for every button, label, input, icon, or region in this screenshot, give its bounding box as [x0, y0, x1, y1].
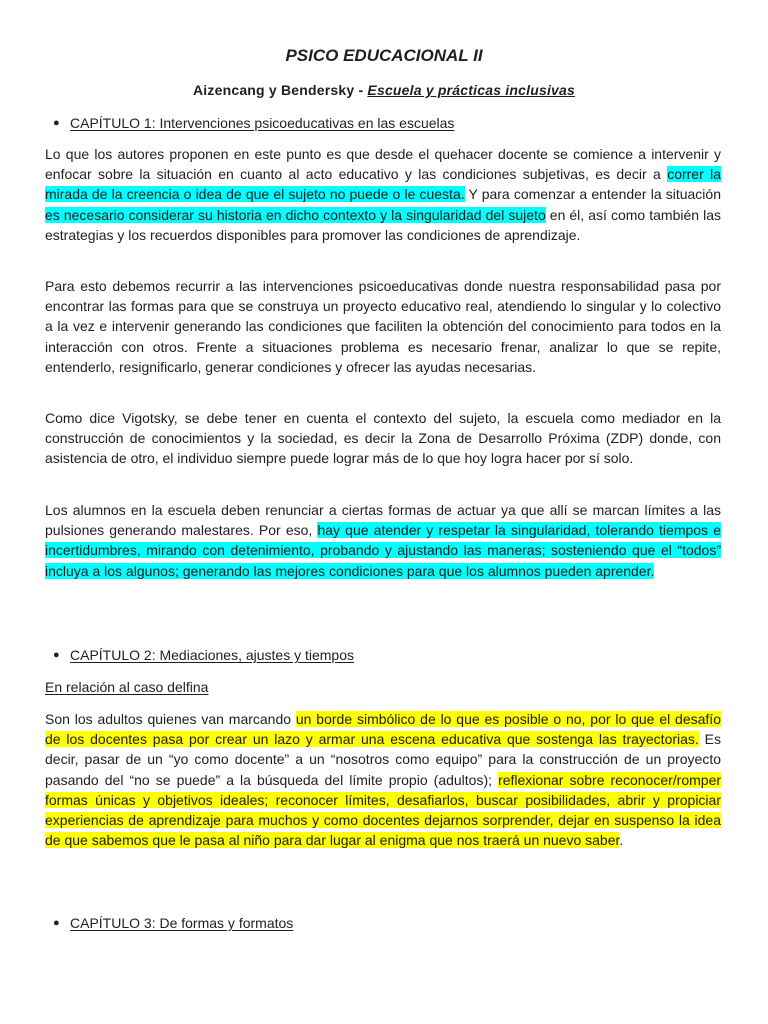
- chapter-1-paragraph-3: [45, 408, 721, 469]
- chapter-1-paragraph-4: [45, 500, 721, 581]
- highlighted-text: un borde simbólico de lo que es posible o no, por lo que el desafío de los docentes pasa por crear un lazo y armar una escena educativa que sostenga las trayectorias.: [45, 711, 721, 748]
- chapter-1-paragraph-2: [45, 276, 721, 377]
- bullet-icon: ●: [53, 649, 60, 661]
- paragraph-text: Son los adultos quienes van marcando: [45, 711, 296, 727]
- book-title: Escuela y prácticas inclusivas: [367, 82, 575, 98]
- highlighted-text: es necesario considerar su historia en dicho contexto y la singularidad del sujeto: [45, 206, 546, 223]
- chapter-1-label: CAPÍTULO 1: Intervenciones psicoeducativas en las escuelas: [70, 115, 455, 131]
- document-title: PSICO EDUCACIONAL II: [285, 46, 483, 65]
- paragraph-text: .: [619, 832, 624, 849]
- authors-text: Aizencang y Bendersky -: [193, 82, 368, 98]
- bullet-icon: ●: [53, 917, 60, 929]
- document-subtitle: [0, 80, 768, 100]
- chapter-3-label: CAPÍTULO 3: De formas y formatos: [70, 915, 294, 931]
- chapter-3-heading: [53, 913, 294, 933]
- chapter-2-subheading: En relación al caso delfina: [45, 679, 209, 695]
- chapter-2-label: CAPÍTULO 2: Mediaciones, ajustes y tiempos: [70, 647, 355, 663]
- chapter-2-heading: [53, 645, 355, 665]
- paragraph-text: Es decir, pasar de un “yo como docente” a un “nosotros como equipo” para la construcción de un proyecto pasando del “no se puede” a la búsqueda del límite propio (adultos);: [45, 731, 721, 788]
- paragraph-text: Los alumnos en la escuela deben renunciar a ciertas formas de actuar ya que allí se marcan límites a las pulsiones generando malestares. Por eso,: [45, 502, 721, 539]
- highlighted-text: hay que atender y respetar la singularidad, tolerando tiempos e incertidumbres, mirando con detenimiento, probando y ajustando las maneras; sosteniendo que el “todos” incluya a los algunos; generando las mejores condiciones para que los alumnos pueden aprender.: [45, 522, 721, 579]
- paragraph-text: Y para comenzar a entender la situación: [464, 186, 721, 203]
- paragraph-text: Para esto debemos recurrir a las intervenciones psicoeducativas donde nuestra responsabilidad pasa por encontrar las formas para que se construya un proyecto educativo real, atendiendo lo singular y lo colectivo a la vez e intervenir generando las condiciones que faciliten la obtención del conocimiento para todos en la interacción con otros. Frente a situaciones problema es necesario frenar, analizar lo que se repite, entenderlo, resignificarlo, generar condiciones y ofrecer las ayudas necesarias.: [45, 278, 721, 375]
- highlighted-text: correr la mirada de la creencia o idea de que el sujeto no puede o le cuesta.: [45, 166, 721, 203]
- paragraph-text: en él, así como también las estrategias y los recuerdos disponibles para promover las condiciones de aprendizaje.: [45, 206, 721, 243]
- chapter-2-paragraph-1: [45, 709, 721, 850]
- paragraph-text: Como dice Vigotsky, se debe tener en cuenta el contexto del sujeto, la escuela como mediador en la construcción de conocimientos y la sociedad, es decir la Zona de Desarrollo Próxima (ZDP) donde, con asistencia de otro, el individuo siempre puede lograr más de lo que hoy logra hacer por sí solo.: [45, 410, 721, 467]
- paragraph-text: Lo que los autores proponen en este punto es que desde el quehacer docente se comience a intervenir y enfocar sobre la situación en cuanto al acto educativo y las condiciones subjetivas, es decir a: [45, 146, 721, 183]
- bullet-icon: ●: [53, 117, 60, 129]
- chapter-1-paragraph-1: [45, 144, 721, 245]
- highlighted-text: reflexionar sobre reconocer/romper formas únicas y objetivos ideales; reconocer límites, desafiarlos, buscar posibilidades, abrir y propiciar experiencias de aprendizaje para muchos y como docentes dejarnos sorprender, dejar en suspenso la idea de que sabemos que le pasa al niño para dar lugar al enigma que nos traerá un nuevo saber: [45, 771, 722, 849]
- chapter-1-heading: [53, 113, 455, 133]
